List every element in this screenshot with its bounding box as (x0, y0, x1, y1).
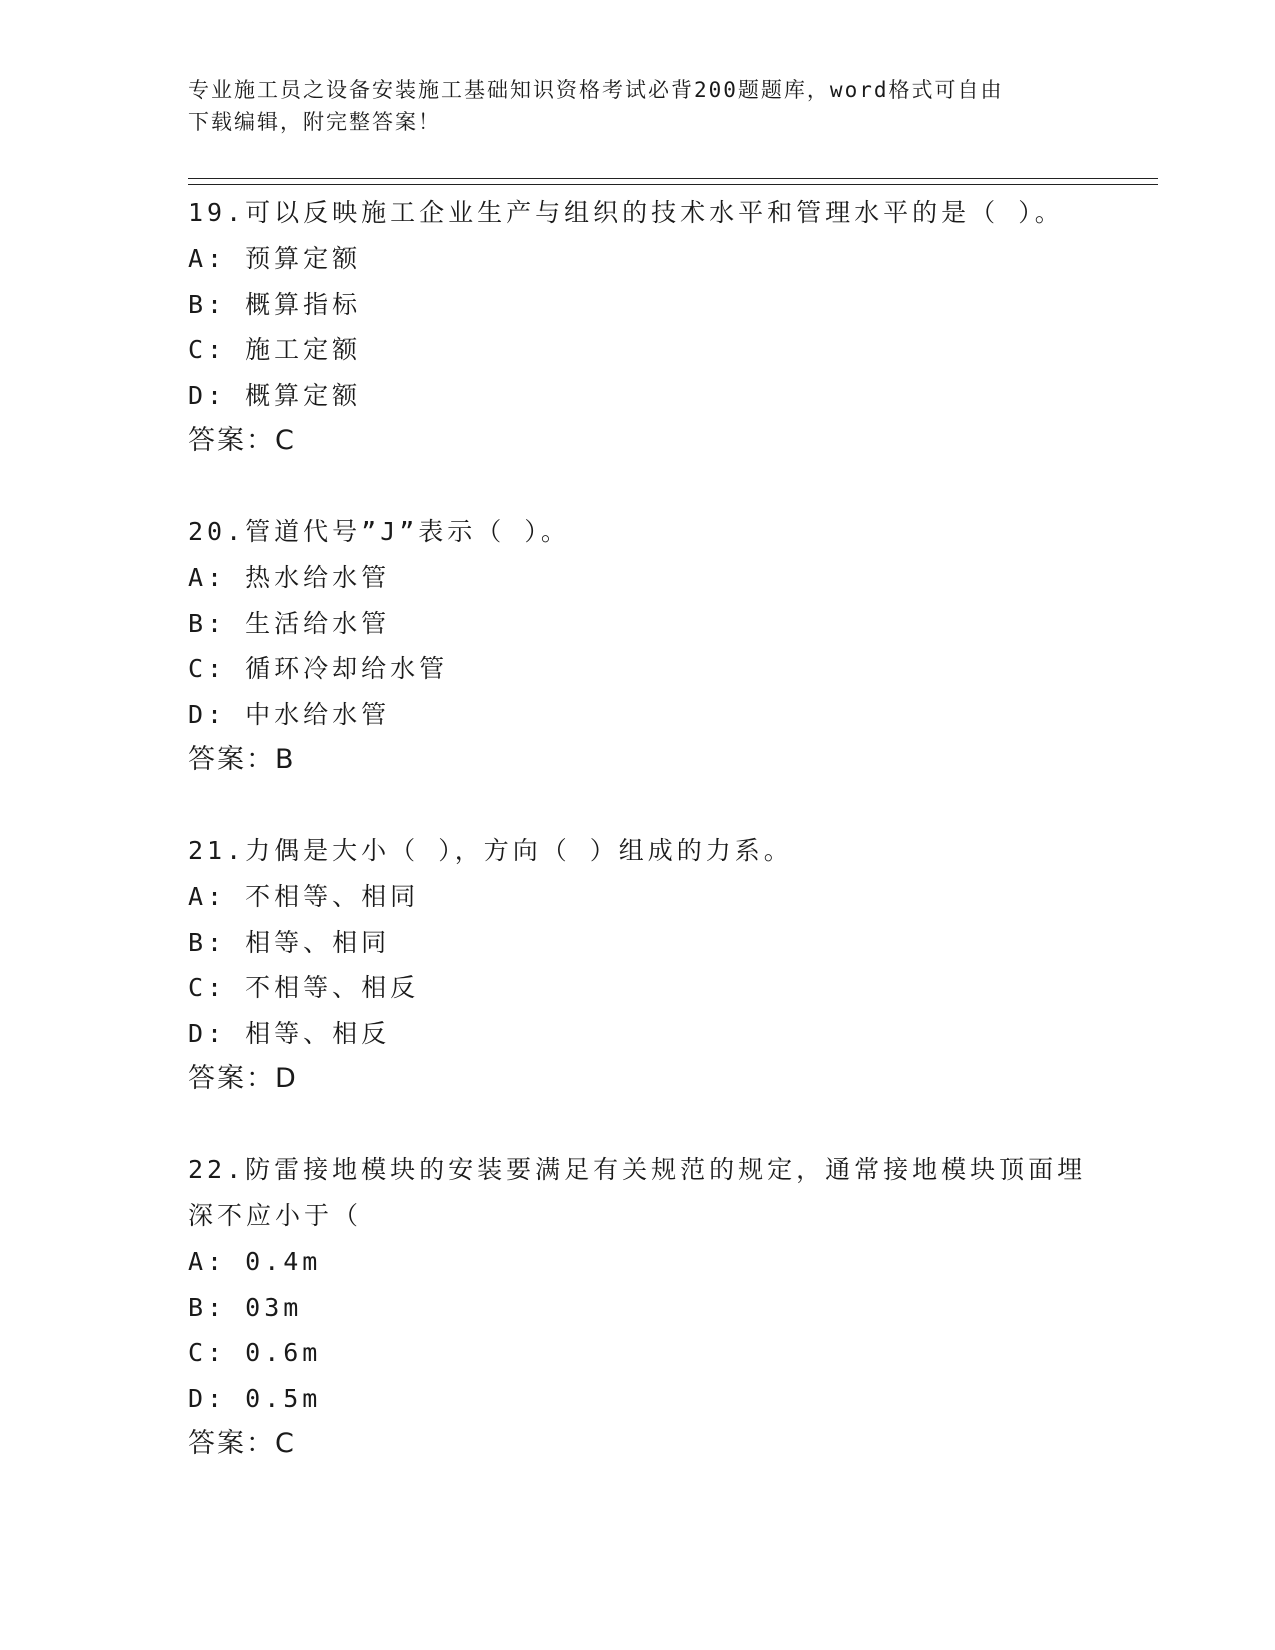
question-stem-line-1: 22.防雷接地模块的安装要满足有关规范的规定，通常接地模块顶面埋 (188, 1155, 1087, 1184)
answer-line: 答案：D (188, 1063, 298, 1094)
option-a: A: 不相等、相同 (188, 882, 420, 911)
header-divider-top (188, 178, 1158, 179)
question-20 (188, 509, 1108, 783)
question-21 (188, 828, 1108, 1102)
option-a: A: 0.4m (188, 1247, 322, 1276)
header-line-1: 专业施工员之设备安装施工基础知识资格考试必背200题题库，word格式可自由 (188, 78, 1004, 102)
option-c: C: 不相等、相反 (188, 973, 420, 1002)
option-a: A: 预算定额 (188, 244, 362, 273)
option-a: A: 热水给水管 (188, 563, 391, 592)
question-stem: 19.可以反映施工企业生产与组织的技术水平和管理水平的是（ ）。 (188, 198, 1064, 227)
question-stem: 21.力偶是大小（ ），方向（ ）组成的力系。 (188, 836, 793, 865)
option-b: B: 03m (188, 1292, 303, 1322)
option-c: C: 循环冷却给水管 (188, 654, 449, 683)
option-d: D: 0.5m (188, 1383, 322, 1413)
question-stem: 20.管道代号”J”表示（ ）。 (188, 517, 570, 546)
header-divider-bottom (188, 184, 1158, 185)
option-c: C: 施工定额 (188, 335, 362, 364)
option-c: C: 0.6m (188, 1338, 322, 1367)
option-b: B: 相等、相同 (188, 927, 391, 957)
option-b: B: 概算指标 (188, 289, 362, 319)
document-header (188, 74, 1088, 138)
answer-line: 答案：B (188, 744, 296, 775)
option-d: D: 相等、相反 (188, 1018, 391, 1048)
answer-line: 答案：C (188, 425, 296, 456)
question-19 (188, 190, 1108, 464)
option-d: D: 概算定额 (188, 380, 362, 410)
question-stem-line-2: 深不应小于（ (188, 1201, 363, 1230)
header-line-2: 下载编辑，附完整答案！ (188, 110, 441, 134)
option-d: D: 中水给水管 (188, 699, 391, 729)
answer-line: 答案：C (188, 1428, 296, 1459)
option-b: B: 生活给水管 (188, 608, 391, 638)
question-22 (188, 1147, 1108, 1467)
